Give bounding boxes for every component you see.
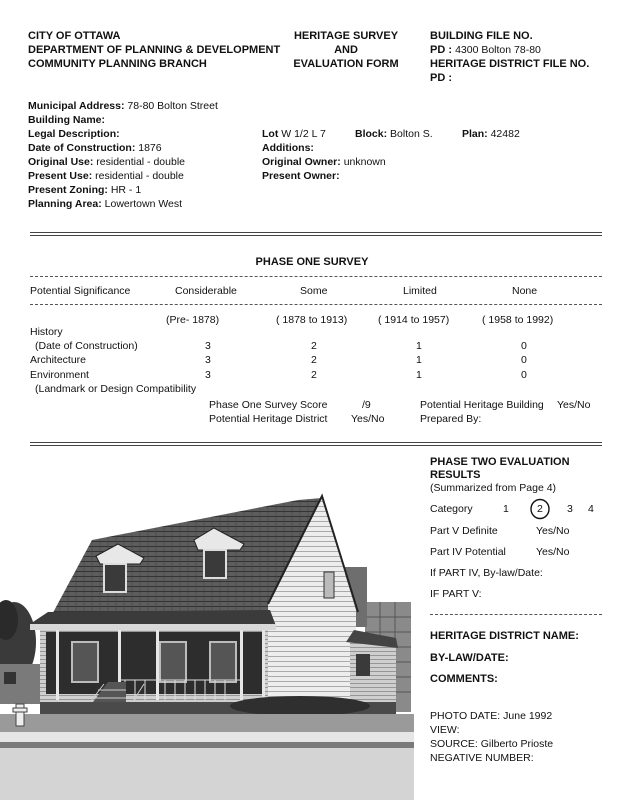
- potential-building-label: Potential Heritage Building: [420, 399, 544, 411]
- photo-date-label: PHOTO DATE:: [430, 710, 501, 722]
- form-title-line-2: AND: [334, 44, 358, 56]
- municipal-address-value: 78-80 Bolton Street: [127, 100, 218, 112]
- category-3: 3: [567, 503, 573, 515]
- period-considerable: (Pre- 1878): [166, 314, 220, 326]
- source-value: Gilberto Prioste: [480, 738, 554, 750]
- plan-row: [462, 127, 520, 141]
- phase-two-title-1: PHASE TWO EVALUATION: [430, 456, 570, 468]
- form-title-line-1: HERITAGE SURVEY: [293, 30, 399, 42]
- original-owner-value: unknown: [343, 156, 386, 168]
- score-cell: 2: [311, 369, 317, 381]
- period-limited: ( 1914 to 1957): [378, 314, 450, 326]
- comments-label: COMMENTS:: [430, 673, 498, 685]
- if-part-v-label: IF PART V:: [430, 588, 482, 600]
- block-label: Block:: [355, 128, 388, 140]
- row-environment-label: Environment: [30, 369, 89, 381]
- score-cell: 2: [311, 354, 317, 366]
- category-1: 1: [503, 503, 509, 515]
- row-history-sub: (Date of Construction): [35, 340, 138, 352]
- pd-row: [430, 43, 541, 58]
- divider: [30, 232, 602, 236]
- col-potential-significance: Potential Significance: [30, 285, 131, 297]
- category-4: 4: [588, 503, 594, 515]
- row-architecture-label: Architecture: [30, 354, 87, 366]
- pd-label: PD :: [430, 44, 452, 56]
- period-some: ( 1878 to 1913): [276, 314, 348, 326]
- category-selected-circle-icon: [529, 498, 551, 520]
- org-line-1: CITY OF OTTAWA: [28, 30, 121, 42]
- score-cell: 1: [416, 369, 422, 381]
- pd2-label: PD :: [430, 72, 452, 84]
- part-v-label: Part V Definite: [430, 525, 498, 537]
- original-use-value: residential - double: [96, 156, 186, 168]
- divider: [30, 304, 602, 305]
- survey-score-label: Phase One Survey Score: [209, 399, 328, 411]
- plan-value: 42482: [490, 128, 520, 140]
- score-cell: 2: [311, 340, 317, 352]
- present-zoning-value: HR - 1: [110, 184, 142, 196]
- present-owner-label: Present Owner:: [262, 170, 340, 182]
- score-cell: 1: [416, 354, 422, 366]
- col-some: Some: [300, 285, 328, 297]
- original-use-row: [28, 155, 185, 169]
- phase-two-title-2: RESULTS: [430, 469, 481, 481]
- divider: [30, 276, 602, 277]
- potential-district-value: Yes/No: [351, 413, 385, 425]
- category-label: Category: [430, 503, 473, 515]
- original-use-label: Original Use:: [28, 156, 94, 168]
- divider: [30, 442, 602, 446]
- photo-date-row: [430, 709, 552, 723]
- score-cell: 3: [205, 354, 211, 366]
- score-cell: 0: [521, 340, 527, 352]
- score-cell: 0: [521, 354, 527, 366]
- lot-label: Lot: [262, 128, 279, 140]
- score-cell: 1: [416, 340, 422, 352]
- col-none: None: [512, 285, 538, 297]
- planning-area-value: Lowertown West: [104, 198, 183, 210]
- source-label: SOURCE:: [430, 738, 478, 750]
- building-file-label: BUILDING FILE NO.: [430, 30, 533, 42]
- district-name-label: HERITAGE DISTRICT NAME:: [430, 630, 579, 642]
- prepared-by-label: Prepared By:: [420, 413, 482, 425]
- planning-area-label: Planning Area:: [28, 198, 102, 210]
- pd-value: 4300 Bolton 78-80: [455, 44, 541, 56]
- municipal-address-row: [28, 99, 218, 113]
- score-cell: 3: [205, 340, 211, 352]
- col-considerable: Considerable: [175, 285, 237, 297]
- phase-one-title: PHASE ONE SURVEY: [255, 256, 369, 268]
- score-cell: 3: [205, 369, 211, 381]
- planning-area-row: [28, 197, 182, 211]
- building-name-label: Building Name:: [28, 114, 106, 126]
- part-v-value: Yes/No: [536, 525, 570, 537]
- block-value: Bolton S.: [390, 128, 433, 140]
- survey-score-value: /9: [362, 399, 371, 411]
- source-row: [430, 737, 553, 751]
- org-line-3: COMMUNITY PLANNING BRANCH: [28, 58, 207, 70]
- view-label: VIEW:: [430, 724, 460, 736]
- block-row: [355, 127, 433, 141]
- date-construction-label: Date of Construction:: [28, 142, 136, 154]
- part-iv-value: Yes/No: [536, 546, 570, 558]
- present-use-row: [28, 169, 184, 183]
- row-history-label: History: [30, 326, 63, 338]
- municipal-address-label: Municipal Address:: [28, 100, 125, 112]
- district-file-label: HERITAGE DISTRICT FILE NO.: [430, 58, 590, 70]
- if-part-iv-label: If PART IV, By-law/Date:: [430, 567, 543, 579]
- potential-building-value: Yes/No: [557, 399, 591, 411]
- original-owner-row: [262, 155, 386, 169]
- lot-row: [262, 127, 326, 141]
- negative-number-label: NEGATIVE NUMBER:: [430, 752, 534, 764]
- present-zoning-label: Present Zoning:: [28, 184, 108, 196]
- additions-label: Additions:: [262, 142, 314, 154]
- present-zoning-row: [28, 183, 141, 197]
- date-construction-row: [28, 141, 162, 155]
- present-use-label: Present Use:: [28, 170, 93, 182]
- plan-label: Plan:: [462, 128, 488, 140]
- potential-district-label: Potential Heritage District: [209, 413, 328, 425]
- building-photo: [0, 492, 414, 800]
- divider: [430, 614, 602, 615]
- part-iv-label: Part IV Potential: [430, 546, 506, 558]
- form-title-line-3: EVALUATION FORM: [293, 58, 399, 70]
- photo-date-value: June 1992: [503, 710, 553, 722]
- col-limited: Limited: [403, 285, 437, 297]
- row-environment-sub: (Landmark or Design Compatibility: [35, 383, 197, 395]
- bylaw-date-label: BY-LAW/DATE:: [430, 652, 509, 664]
- lot-value: W 1/2 L 7: [281, 128, 326, 140]
- original-owner-label: Original Owner:: [262, 156, 341, 168]
- date-construction-value: 1876: [138, 142, 162, 154]
- score-cell: 0: [521, 369, 527, 381]
- legal-description-label: Legal Description:: [28, 128, 120, 140]
- period-none: ( 1958 to 1992): [482, 314, 554, 326]
- phase-two-subtitle: (Summarized from Page 4): [430, 482, 557, 494]
- category-2: 2: [537, 503, 543, 515]
- present-use-value: residential - double: [95, 170, 184, 182]
- org-line-2: DEPARTMENT OF PLANNING & DEVELOPMENT: [28, 44, 281, 56]
